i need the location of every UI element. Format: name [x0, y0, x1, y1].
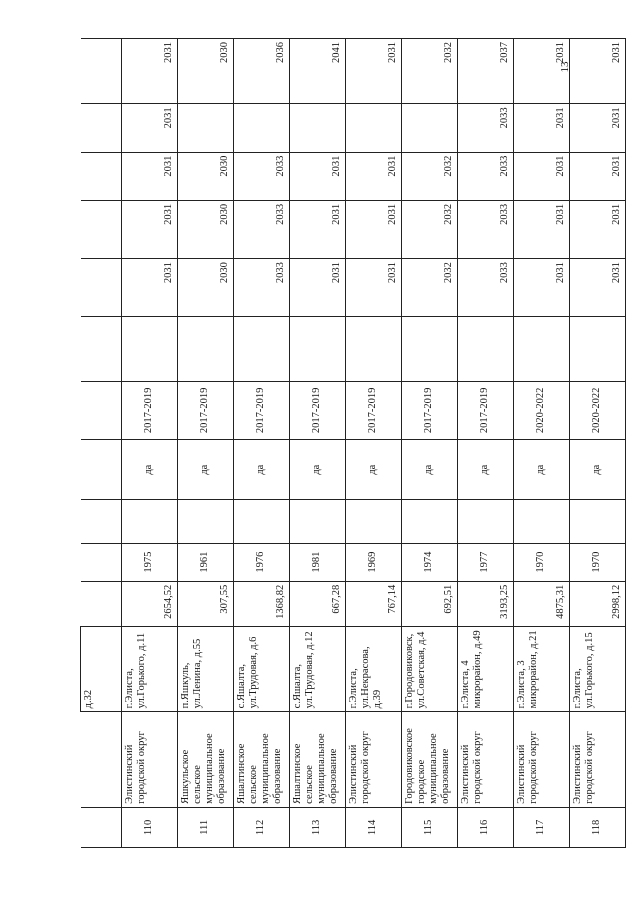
year-plan-2-cell: 2031	[122, 200, 178, 258]
flag-cell: да	[514, 440, 570, 500]
empty-cell	[346, 317, 402, 381]
address-cell: г.Элиста, ул.Горького, д.11	[122, 626, 178, 711]
year-plan-3-cell: 2033	[234, 152, 290, 200]
year-plan-1-cell: 2031	[514, 259, 570, 317]
year-plan-3-cell: 2031	[290, 152, 346, 200]
table-row	[234, 39, 290, 848]
year-cell: 1961	[178, 543, 234, 581]
year-plan-2-cell: 2033	[234, 200, 290, 258]
year-plan-4-cell: 2033	[458, 104, 514, 152]
area-cell: 2998,12	[570, 581, 626, 626]
row-number: 111	[178, 807, 234, 847]
row-number: 118	[570, 807, 626, 847]
row-number: 110	[122, 807, 178, 847]
empty-cell	[402, 500, 458, 543]
empty-cell	[178, 317, 234, 381]
year-plan-1-cell: 2031	[122, 259, 178, 317]
rotated-table-area	[80, 38, 622, 848]
empty-cell	[290, 500, 346, 543]
year-plan-2-cell: 2033	[458, 200, 514, 258]
table-row	[514, 39, 570, 848]
row-number: 112	[234, 807, 290, 847]
address-cell: г.Элиста, 4 микрорайон, д.49	[458, 626, 514, 711]
period-cell: 2017-2019	[290, 381, 346, 439]
year-cell: 1975	[122, 543, 178, 581]
area-cell: 4875,31	[514, 581, 570, 626]
year-plan-3-cell: 2031	[346, 152, 402, 200]
empty-cell	[346, 500, 402, 543]
year-plan-2-cell: 2031	[346, 200, 402, 258]
year-plan-4-cell: 2031	[514, 104, 570, 152]
flag-cell: да	[234, 440, 290, 500]
year-plan-2-cell: 2032	[402, 200, 458, 258]
period-cell: 2017-2019	[458, 381, 514, 439]
year-plan-5-cell: 2031	[346, 39, 402, 104]
empty-cell	[234, 500, 290, 543]
municipality-cell: Городовиковское городское муниципальное образование	[402, 712, 458, 807]
table-rotator	[80, 38, 622, 848]
row-number: 115	[402, 807, 458, 847]
year-plan-3-cell: 2031	[122, 152, 178, 200]
year-plan-5-cell: 2031	[570, 39, 626, 104]
address-cell: г.Элиста, ул.Некрасова, д.39	[346, 626, 402, 711]
table-row	[290, 39, 346, 848]
period-cell: 2017-2019	[122, 381, 178, 439]
area-cell: 1368,82	[234, 581, 290, 626]
year-plan-1-cell: 2030	[178, 259, 234, 317]
row-number: 117	[514, 807, 570, 847]
period-cell: 2020-2022	[570, 381, 626, 439]
continuation-address: д.32	[81, 626, 122, 711]
table-row	[458, 39, 514, 848]
year-plan-1-cell: 2031	[570, 259, 626, 317]
year-plan-2-cell: 2030	[178, 200, 234, 258]
municipality-cell: Яшалтинское сельское муниципальное образование	[234, 712, 290, 807]
year-cell: 1970	[570, 543, 626, 581]
empty-cell	[458, 500, 514, 543]
area-cell: 692,51	[402, 581, 458, 626]
empty-cell	[514, 317, 570, 381]
year-plan-1-cell: 2033	[458, 259, 514, 317]
municipality-cell: Элистинский городской округ	[458, 712, 514, 807]
year-plan-4-cell	[234, 104, 290, 152]
year-plan-1-cell: 2032	[402, 259, 458, 317]
row-number: 113	[290, 807, 346, 847]
table-row	[570, 39, 626, 848]
address-cell: с.Яшалта, ул.Трудовая, д.12	[290, 626, 346, 711]
year-plan-3-cell: 2032	[402, 152, 458, 200]
year-plan-2-cell: 2031	[514, 200, 570, 258]
area-cell: 667,28	[290, 581, 346, 626]
year-plan-4-cell	[290, 104, 346, 152]
flag-cell: да	[402, 440, 458, 500]
row-number: 114	[346, 807, 402, 847]
year-plan-5-cell: 2037	[458, 39, 514, 104]
period-cell: 2020-2022	[514, 381, 570, 439]
area-cell: 307,55	[178, 581, 234, 626]
table-row	[402, 39, 458, 848]
year-cell: 1970	[514, 543, 570, 581]
year-plan-4-cell	[178, 104, 234, 152]
empty-cell	[402, 317, 458, 381]
area-cell: 2654,52	[122, 581, 178, 626]
address-cell: г.Элиста, ул.Горького, д.15	[570, 626, 626, 711]
table-row	[346, 39, 402, 848]
page-number: 13	[559, 61, 571, 73]
table-body	[81, 39, 626, 848]
address-cell: г.Городовиковск, ул.Советская, д.4	[402, 626, 458, 711]
year-plan-1-cell: 2031	[346, 259, 402, 317]
year-plan-5-cell: 2036	[234, 39, 290, 104]
empty-cell	[570, 500, 626, 543]
empty-cell	[290, 317, 346, 381]
year-plan-5-cell: 2031	[514, 39, 570, 104]
municipality-cell: Элистинский городской округ	[514, 712, 570, 807]
year-plan-5-cell: 2030	[178, 39, 234, 104]
flag-cell: да	[346, 440, 402, 500]
area-cell: 767,14	[346, 581, 402, 626]
empty-cell	[458, 317, 514, 381]
year-plan-3-cell: 2031	[514, 152, 570, 200]
empty-cell	[122, 500, 178, 543]
period-cell: 2017-2019	[346, 381, 402, 439]
address-cell: п.Яшкуль, ул.Ленина, д.55	[178, 626, 234, 711]
year-plan-3-cell: 2030	[178, 152, 234, 200]
municipality-cell: Элистинский городской округ	[346, 712, 402, 807]
year-plan-1-cell: 2033	[234, 259, 290, 317]
year-cell: 1977	[458, 543, 514, 581]
period-cell: 2017-2019	[178, 381, 234, 439]
continuation-row	[81, 39, 122, 848]
table-row	[178, 39, 234, 848]
period-cell: 2017-2019	[234, 381, 290, 439]
municipality-cell: Яшкульское сельское муниципальное образование	[178, 712, 234, 807]
flag-cell: да	[570, 440, 626, 500]
empty-cell	[234, 317, 290, 381]
flag-cell: да	[458, 440, 514, 500]
year-plan-3-cell: 2031	[570, 152, 626, 200]
row-number: 116	[458, 807, 514, 847]
year-plan-1-cell: 2031	[290, 259, 346, 317]
buildings-table	[80, 38, 626, 848]
year-cell: 1969	[346, 543, 402, 581]
year-cell: 1974	[402, 543, 458, 581]
area-cell: 3193,25	[458, 581, 514, 626]
municipality-cell: Яшалтинское сельское муниципальное образование	[290, 712, 346, 807]
empty-cell	[514, 500, 570, 543]
empty-cell	[122, 317, 178, 381]
address-cell: с.Яшалта, ул.Трудовая, д.6	[234, 626, 290, 711]
year-plan-5-cell: 2032	[402, 39, 458, 104]
year-plan-5-cell: 2031	[122, 39, 178, 104]
municipality-cell: Элистинский городской округ	[570, 712, 626, 807]
empty-cell	[178, 500, 234, 543]
year-plan-4-cell	[346, 104, 402, 152]
year-plan-4-cell: 2031	[122, 104, 178, 152]
year-plan-3-cell: 2033	[458, 152, 514, 200]
flag-cell: да	[178, 440, 234, 500]
table-row	[122, 39, 178, 848]
year-plan-2-cell: 2031	[290, 200, 346, 258]
year-cell: 1976	[234, 543, 290, 581]
year-plan-4-cell: 2031	[570, 104, 626, 152]
year-cell: 1981	[290, 543, 346, 581]
municipality-cell: Элистинский городской округ	[122, 712, 178, 807]
address-cell: г.Элиста, 3 микрорайон, д.21	[514, 626, 570, 711]
flag-cell: да	[122, 440, 178, 500]
year-plan-5-cell: 2041	[290, 39, 346, 104]
year-plan-2-cell: 2031	[570, 200, 626, 258]
year-plan-4-cell	[402, 104, 458, 152]
empty-cell	[570, 317, 626, 381]
flag-cell: да	[290, 440, 346, 500]
period-cell: 2017-2019	[402, 381, 458, 439]
